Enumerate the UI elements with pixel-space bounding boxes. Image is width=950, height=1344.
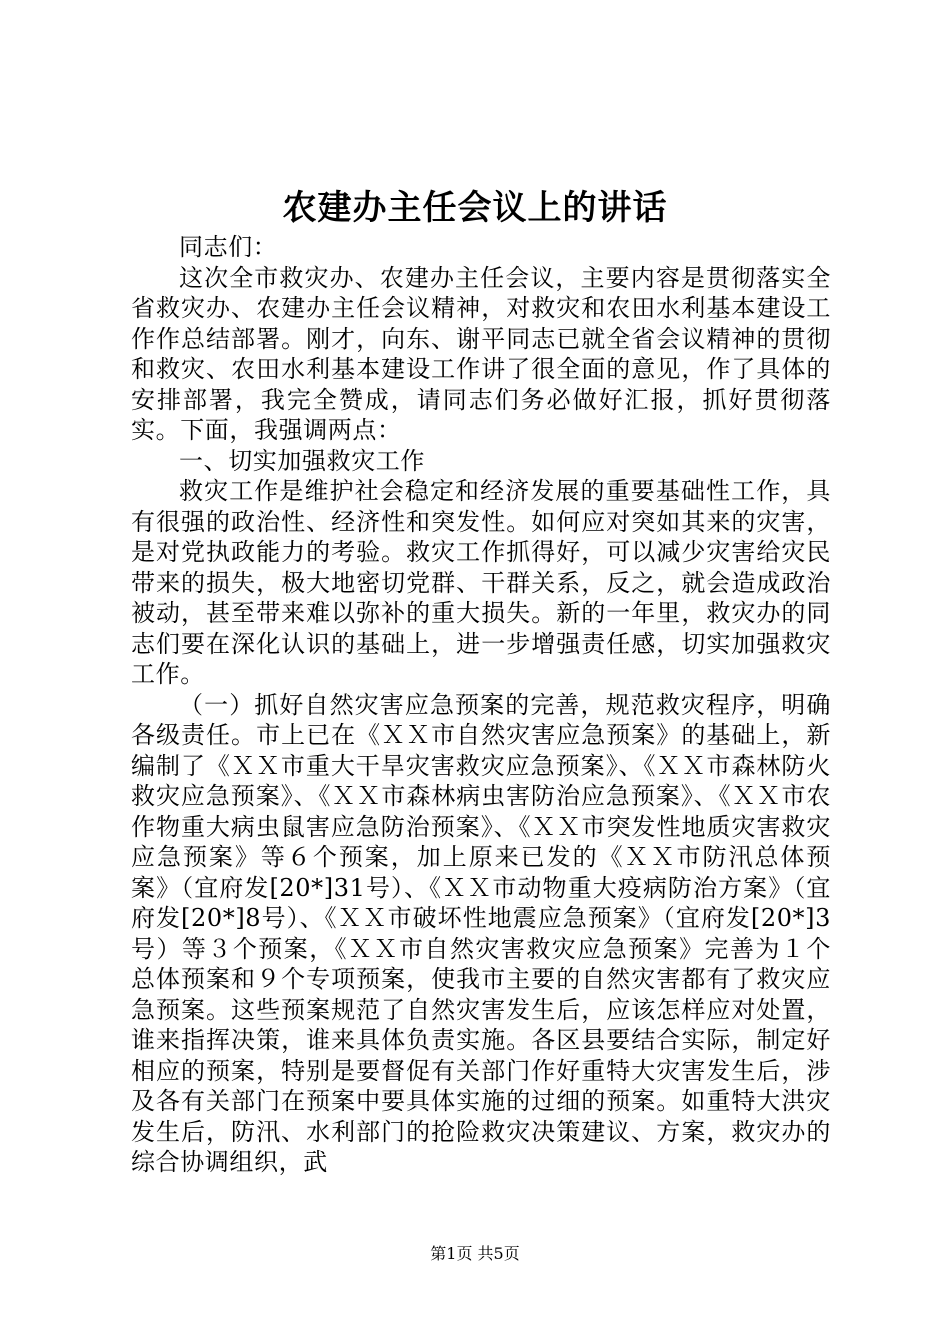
section-heading-1: 一、切实加强救灾工作: [179, 446, 425, 475]
salutation-paragraph: 同志们：: [179, 233, 278, 261]
document-title: 农建办主任会议上的讲话: [282, 188, 668, 228]
intro-paragraph: 这次全市救灾办、农建办主任会议，主要内容是贯彻落实全省救灾办、农建办主任会议精神，对救灾和农田水利基本建设工作作总结部署。刚才，向东、谢平同志已就全省会议精神的贯彻和救灾、农田水利基本建设工作讲了很全面的意见，作了具体的安排部署，我完全赞成，请同志们务必做好汇报，抓好贯彻落实。下面，我强调两点：: [131, 263, 831, 444]
section-1-paragraph: 救灾工作是维护社会稳定和经济发展的重要基础性工作，具有很强的政治性、经济性和突发性。如何应对突如其来的灾害，是对党执政能力的考验。救灾工作抓得好，可以减少灾害给灾民带来的损失，极大地密切党群、干群关系，反之，就会造成政治被动，甚至带来难以弥补的重大损失。新的一年里，救灾办的同志们要在深化认识的基础上，进一步增强责任感，切实加强救灾工作。: [131, 477, 831, 688]
document-body: [131, 232, 831, 1178]
subsection-1-paragraph: （一）抓好自然灾害应急预案的完善，规范救灾程序，明确各级责任。市上已在《ＸＸ市自然灾害应急预案》的基础上，新编制了《ＸＸ市重大干旱灾害救灾应急预案》、《ＸＸ市森林防火救灾应急预案》、《ＸＸ市森林病虫害防治应急预案》、《ＸＸ市农作物重大病虫鼠害应急防治预案》、《ＸＸ市突发性地质灾害救灾应急预案》等６个预案，加上原来已发的《ＸＸ市防汛总体预案》（宜府发[20*]31号）、《ＸＸ市动物重大疫病防治方案》（宜府发[20*]8号）、《ＸＸ市破坏性地震应急预案》（宜府发[20*]3号）等３个预案，《ＸＸ市自然灾害救灾应急预案》完善为１个总体预案和９个专项预案，使我市主要的自然灾害都有了救灾应急预案。这些预案规范了自然灾害发生后，应该怎样应对处置，谁来指挥决策，谁来具体负责实施。各区县要结合实际，制定好相应的预案，特别是要督促有关部门作好重特大灾害发生后，涉及各有关部门在预案中要具体实施的过细的预案。如重特大洪灾发生后，防汛、水利部门的抢险救灾决策建议、方案，救灾办的综合协调组织，武: [131, 690, 831, 1176]
page-footer: 第1页 共5页: [430, 1244, 520, 1263]
